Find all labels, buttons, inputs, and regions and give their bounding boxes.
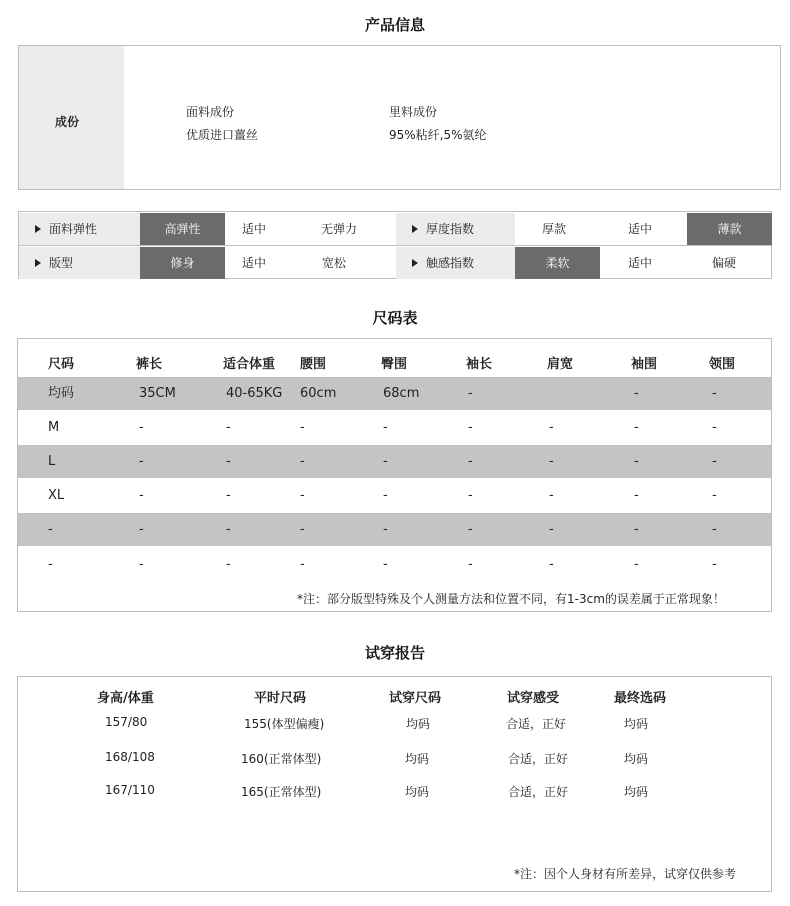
triangle-right-icon (412, 225, 418, 233)
table-cell: - (712, 420, 717, 435)
table-row (18, 479, 771, 512)
size-chart-note: *注：部分版型特殊及个人测量方法和位置不同，有1-3cm的误差属于正常现象！ (297, 592, 725, 606)
elastic-option-high: 高弹性 (140, 213, 225, 245)
table-cell: - (226, 454, 231, 469)
table-cell: 60cm (300, 386, 337, 401)
table-cell: - (300, 420, 305, 435)
thickness-label: 厚度指数 (426, 222, 475, 236)
fit-cell: 均码 (624, 752, 649, 766)
table-cell: - (712, 454, 717, 469)
fit-cell: 168/108 (105, 750, 155, 764)
attribute-grid (18, 211, 772, 279)
lining-title: 里料成份 (389, 105, 438, 119)
table-cell: - (139, 557, 144, 572)
table-cell: - (300, 454, 305, 469)
table-cell: - (139, 522, 144, 537)
fit-header: 试穿感受 (507, 691, 560, 706)
table-cell: - (712, 522, 717, 537)
fit-label-cell (19, 247, 140, 279)
fit-header: 平时尺码 (254, 691, 307, 706)
thickness-option-thick: 厚款 (541, 222, 566, 236)
table-cell: - (468, 557, 473, 572)
fit-cell: 均码 (624, 717, 649, 731)
fit-cell: 160(正常体型) (241, 752, 322, 766)
row-divider (19, 245, 771, 246)
table-cell: - (139, 454, 144, 469)
fit-option-medium: 适中 (241, 256, 266, 270)
table-cell: M (48, 420, 60, 435)
fit-cell: 合适，正好 (508, 785, 569, 799)
table-cell: 均码 (48, 386, 75, 401)
table-cell: - (383, 420, 388, 435)
thickness-label-cell (396, 213, 515, 245)
table-cell: - (226, 488, 231, 503)
fit-label: 版型 (49, 256, 74, 270)
triangle-right-icon (412, 259, 418, 267)
thickness-option-thin: 薄款 (687, 213, 772, 245)
table-cell: - (634, 557, 639, 572)
size-header: 尺码 (48, 357, 75, 372)
touch-label: 触感指数 (426, 256, 475, 270)
table-cell: - (226, 522, 231, 537)
table-cell: - (634, 488, 639, 503)
elastic-label: 面料弹性 (49, 222, 98, 236)
table-cell: - (226, 557, 231, 572)
composition-label: 成份 (55, 115, 80, 129)
table-cell: - (549, 420, 554, 435)
table-cell: - (383, 454, 388, 469)
table-cell: - (468, 488, 473, 503)
table-cell: - (549, 454, 554, 469)
table-cell: - (634, 522, 639, 537)
fit-cell: 155(体型偏瘦) (244, 717, 325, 731)
table-cell: 68cm (383, 386, 420, 401)
size-header: 适合体重 (223, 357, 276, 372)
table-cell: - (468, 454, 473, 469)
table-cell: - (300, 488, 305, 503)
fabric-value: 优质进口薑丝 (186, 128, 259, 142)
touch-option-medium: 适中 (627, 256, 652, 270)
touch-option-hard: 偏硬 (711, 256, 736, 270)
table-cell: - (139, 488, 144, 503)
size-header: 肩宽 (547, 357, 574, 372)
triangle-right-icon (35, 225, 41, 233)
size-header: 腰围 (300, 357, 327, 372)
elastic-option-none: 无弹力 (320, 222, 357, 236)
fit-cell: 167/110 (105, 783, 155, 797)
fit-cell: 均码 (405, 752, 430, 766)
table-cell: - (383, 557, 388, 572)
size-header: 臀围 (381, 357, 408, 372)
fit-cell: 合适，正好 (506, 717, 567, 731)
table-cell: XL (48, 488, 65, 503)
touch-label-cell (396, 247, 515, 279)
fit-cell: 均码 (406, 717, 431, 731)
table-cell: - (468, 420, 473, 435)
table-row (18, 445, 771, 478)
thickness-option-medium: 适中 (627, 222, 652, 236)
table-cell: - (383, 488, 388, 503)
fit-cell: 165(正常体型) (241, 785, 322, 799)
fit-cell: 均码 (624, 785, 649, 799)
table-cell: - (48, 522, 53, 537)
table-cell: - (226, 420, 231, 435)
table-cell: 40-65KG (226, 386, 283, 401)
table-cell: - (549, 522, 554, 537)
table-cell: - (712, 386, 717, 401)
triangle-right-icon (35, 259, 41, 267)
table-cell: - (549, 557, 554, 572)
product-info-title: 产品信息 (364, 16, 425, 34)
table-cell: - (383, 522, 388, 537)
size-header: 领围 (709, 357, 736, 372)
table-row (18, 548, 771, 581)
product-info-box (18, 45, 781, 190)
table-cell: - (468, 522, 473, 537)
fit-report-title: 试穿报告 (364, 644, 425, 662)
fit-option-slim: 修身 (140, 247, 225, 279)
size-header: 袖长 (466, 357, 493, 372)
table-cell: L (48, 454, 56, 469)
table-cell: 35CM (139, 386, 176, 401)
size-header: 袖围 (631, 357, 658, 372)
lining-value: 95%粘纤,5%氨纶 (389, 128, 487, 142)
table-cell: - (712, 488, 717, 503)
fabric-title: 面料成份 (186, 105, 235, 119)
table-cell: - (634, 454, 639, 469)
table-row (18, 377, 771, 410)
table-cell: - (300, 522, 305, 537)
table-cell: - (712, 557, 717, 572)
table-cell: - (468, 386, 473, 401)
fit-header: 试穿尺码 (389, 691, 442, 706)
table-cell: - (634, 420, 639, 435)
elastic-option-medium: 适中 (241, 222, 266, 236)
table-cell: - (139, 420, 144, 435)
table-row (18, 411, 771, 444)
table-cell: - (549, 488, 554, 503)
table-row (18, 513, 771, 546)
fit-option-loose: 宽松 (321, 256, 346, 270)
table-cell: - (300, 557, 305, 572)
fit-cell: 合适，正好 (508, 752, 569, 766)
fit-report-note: *注：因个人身材有所差异，试穿仅供参考 (514, 867, 737, 881)
table-cell: - (48, 557, 53, 572)
fit-header: 身高/体重 (97, 691, 154, 706)
fit-cell: 157/80 (105, 715, 148, 729)
size-chart-title: 尺码表 (372, 309, 418, 327)
fit-header: 最终选码 (614, 691, 667, 706)
table-cell: - (634, 386, 639, 401)
touch-option-soft: 柔软 (515, 247, 600, 279)
elastic-label-cell (19, 213, 140, 245)
size-header: 裤长 (136, 357, 163, 372)
fit-cell: 均码 (405, 785, 430, 799)
